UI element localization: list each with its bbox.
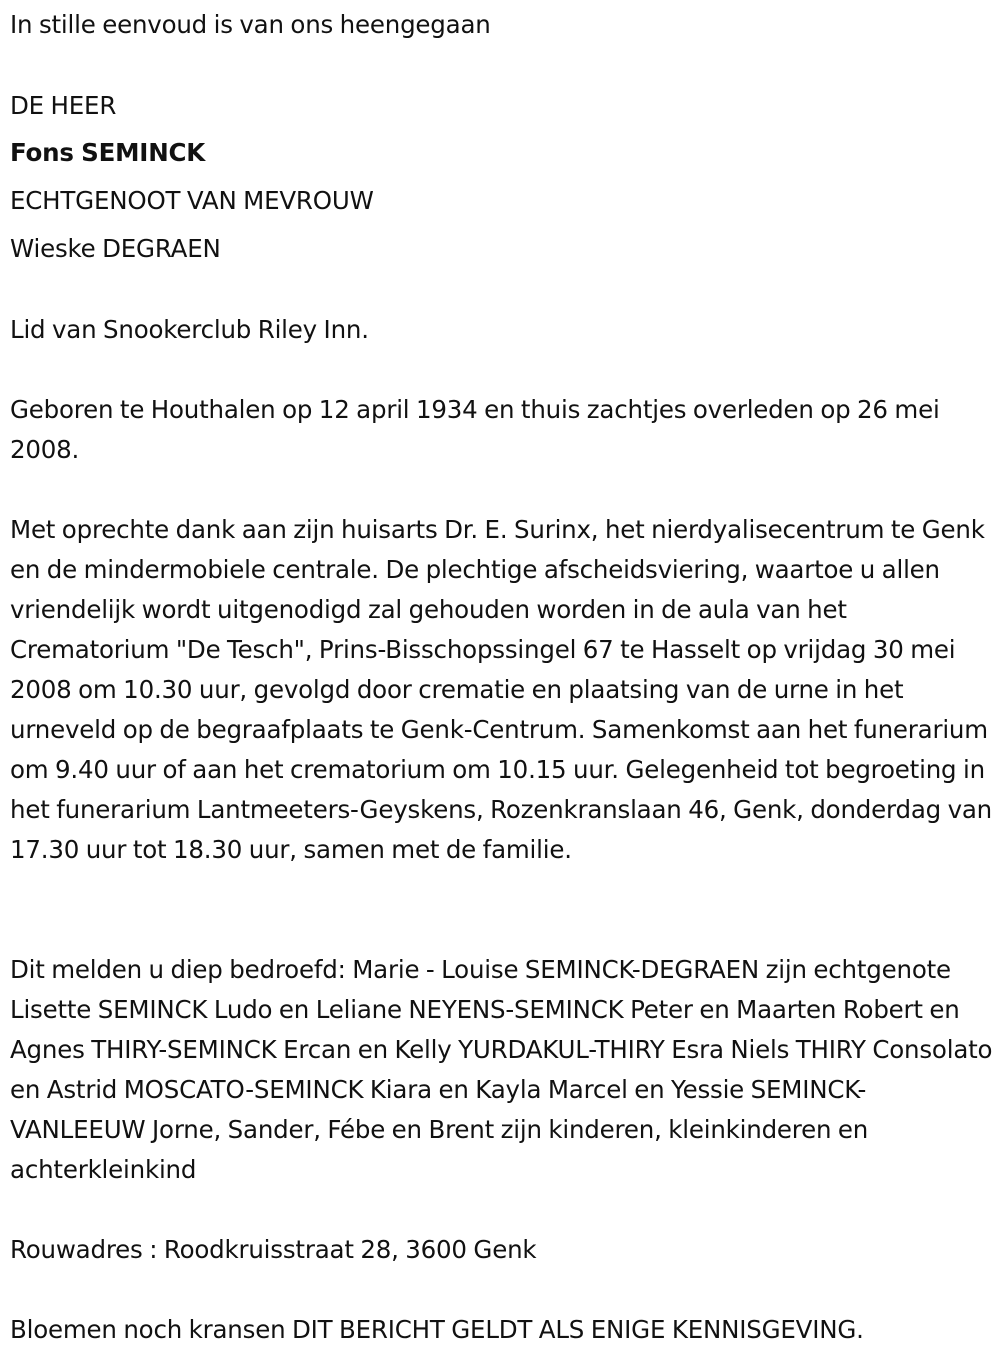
title-line: DE HEER: [10, 91, 117, 120]
intro-line: In stille eenvoud is van ons heengegaan: [10, 10, 491, 39]
birth-death-paragraph: Geboren te Houthalen op 12 april 1934 en thuis zachtjes overleden op 26 mei 2008.: [10, 395, 940, 464]
deceased-name: Fons SEMINCK: [10, 138, 206, 167]
address-line: Rouwadres : Roodkruisstraat 28, 3600 Genk: [10, 1235, 537, 1264]
ceremony-paragraph: Met oprechte dank aan zijn huisarts Dr. E. Surinx, het nierdyalisecentrum te Genk en de mindermobiele centrale. De plechtige afscheidsviering, waartoe u allen vriendelijk wordt uitgenodigd zal gehouden worden in de aula van het Crematorium "De Tesch", Prins-Bisschopssingel 67 te Hasselt op vrijdag 30 mei 2008 om 10.30 uur, gevolgd door crematie en plaatsing van de urne in het urneveld op de begraafplaats te Genk-Centrum. Samenkomst aan het funerarium om 9.40 uur of aan het crematorium om 10.15 uur. Gelegenheid tot begroeting in het funerarium Lantmeeters-Geyskens, Rozenkranslaan 46, Genk, donderdag van 17.30 uur tot 18.30 uur, samen met de familie.: [10, 515, 993, 864]
family-paragraph: Dit melden u diep bedroefd: Marie - Louise SEMINCK-DEGRAEN zijn echtgenote Lisette SEMINCK Ludo en Leliane NEYENS-SEMINCK Peter en Maarten Robert en Agnes THIRY-SEMINCK Ercan en Kelly YURDAKUL-THIRY Esra Niels THIRY Consolato en Astrid MOSCATO-SEMINCK Kiara en Kayla Marcel en Yessie SEMINCK-VANLEEUW Jorne, Sander, Fébe en Brent zijn kinderen, kleinkinderen en achterkleinkind: [10, 955, 993, 1184]
spouse-label: ECHTGENOOT VAN MEVROUW: [10, 186, 374, 215]
closing-line: Bloemen noch kransen DIT BERICHT GELDT ALS ENIGE KENNISGEVING.: [10, 1315, 864, 1344]
membership-line: Lid van Snookerclub Riley Inn.: [10, 315, 369, 344]
spouse-name: Wieske DEGRAEN: [10, 234, 221, 263]
